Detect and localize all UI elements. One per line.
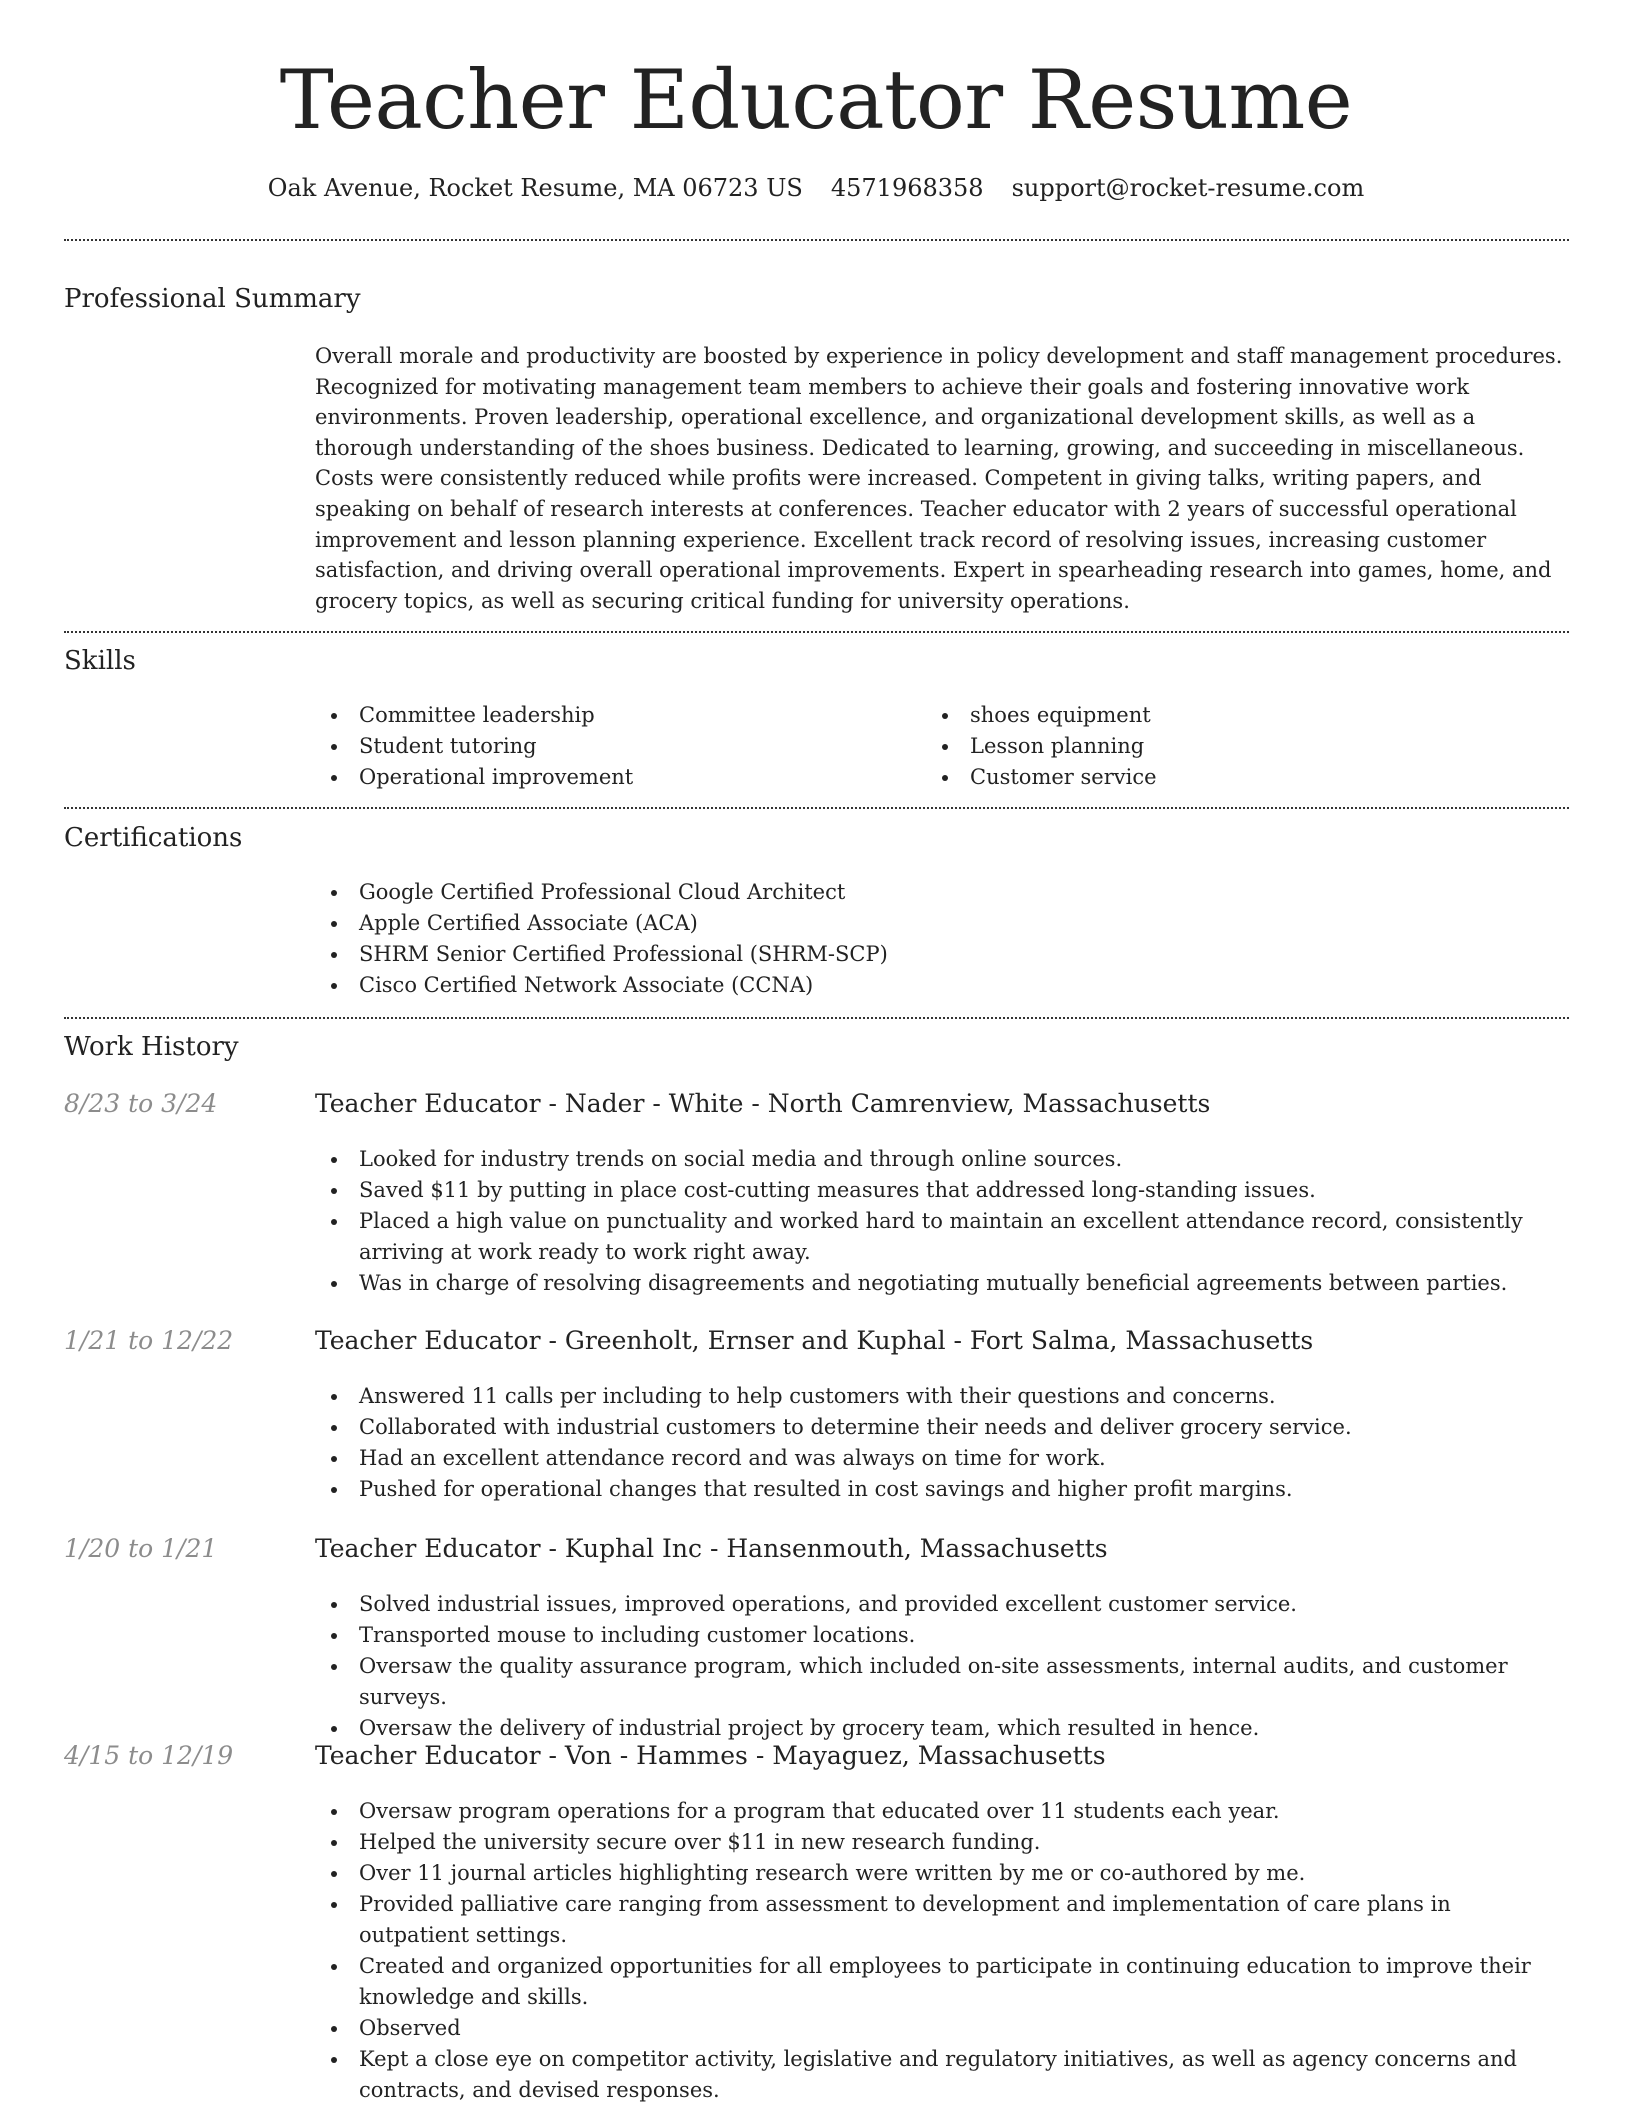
skill-item: shoes equipment (926, 700, 1526, 731)
section-title-skills: Skills (64, 646, 136, 676)
job-bullets (315, 1381, 1565, 1505)
job-bullet: Was in charge of resolving disagreements and negotiating mutually beneficial agreements between parties. (315, 1268, 1565, 1299)
contact-address: Oak Avenue, Rocket Resume, MA 06723 US (267, 174, 803, 202)
job-title: Teacher Educator - Nader - White - North Camrenview, Massachusetts (315, 1089, 1211, 1118)
job-bullet: Observed (315, 2013, 1565, 2044)
job-title: Teacher Educator - Greenholt, Ernser and Kuphal - Fort Salma, Massachusetts (315, 1326, 1314, 1355)
job-dates: 1/20 to 1/21 (64, 1534, 218, 1563)
job-bullets (315, 1796, 1565, 2106)
skills-list-left (315, 700, 915, 793)
skill-item: Committee leadership (315, 700, 915, 731)
contact-email: support@rocket-resume.com (1011, 174, 1365, 202)
job-bullet: Oversaw the quality assurance program, which included on-site assessments, internal audits, and customer surveys. (315, 1651, 1565, 1713)
job-bullet: Saved $11 by putting in place cost-cutting measures that addressed long-standing issues. (315, 1175, 1565, 1206)
divider (64, 239, 1569, 241)
contact-line (0, 172, 1632, 204)
resume-title: Teacher Educator Resume (279, 54, 1353, 148)
divider (64, 631, 1569, 633)
contact-phone: 4571968358 (830, 174, 984, 202)
section-title-summary: Professional Summary (64, 284, 361, 314)
job-title: Teacher Educator - Kuphal Inc - Hansenmouth, Massachusetts (315, 1534, 1108, 1563)
job-bullet: Had an excellent attendance record and was always on time for work. (315, 1443, 1565, 1474)
job-bullet: Helped the university secure over $11 in new research funding. (315, 1827, 1565, 1858)
section-title-work-history: Work History (64, 1032, 239, 1062)
certifications-list (315, 877, 1565, 1001)
job-bullet: Kept a close eye on competitor activity, legislative and regulatory initiatives, as well as agency concerns and contracts, and devised responses. (315, 2044, 1565, 2106)
job-bullet: Solved industrial issues, improved operations, and provided excellent customer service. (315, 1589, 1565, 1620)
job-bullet: Transported mouse to including customer locations. (315, 1620, 1565, 1651)
job-bullet: Provided palliative care ranging from assessment to development and implementation of care plans in outpatient settings. (315, 1889, 1565, 1951)
job-bullet: Answered 11 calls per including to help customers with their questions and concerns. (315, 1381, 1565, 1412)
job-bullet: Looked for industry trends on social media and through online sources. (315, 1144, 1565, 1175)
certification-item: Apple Certified Associate (ACA) (315, 908, 1565, 939)
job-dates: 1/21 to 12/22 (64, 1326, 234, 1355)
job-bullet: Pushed for operational changes that resulted in cost savings and higher profit margins. (315, 1474, 1565, 1505)
skill-item: Lesson planning (926, 731, 1526, 762)
skill-item: Student tutoring (315, 731, 915, 762)
job-bullets (315, 1144, 1565, 1299)
job-bullet: Created and organized opportunities for all employees to participate in continuing education to improve their knowledge and skills. (315, 1951, 1565, 2013)
job-title: Teacher Educator - Von - Hammes - Mayaguez, Massachusetts (315, 1741, 1106, 1770)
certification-item: Cisco Certified Network Associate (CCNA) (315, 970, 1565, 1001)
certification-item: Google Certified Professional Cloud Architect (315, 877, 1565, 908)
job-bullet: Over 11 journal articles highlighting research were written by me or co-authored by me. (315, 1858, 1565, 1889)
section-title-certifications: Certifications (64, 823, 243, 853)
job-bullet: Placed a high value on punctuality and worked hard to maintain an excellent attendance record, consistently arriving at work ready to work right away. (315, 1206, 1565, 1268)
skill-item: Customer service (926, 762, 1526, 793)
job-bullet: Oversaw program operations for a program that educated over 11 students each year. (315, 1796, 1565, 1827)
job-bullet: Oversaw the delivery of industrial project by grocery team, which resulted in hence. (315, 1713, 1565, 1744)
skill-item: Operational improvement (315, 762, 915, 793)
divider (64, 1017, 1569, 1019)
certification-item: SHRM Senior Certified Professional (SHRM-SCP) (315, 939, 1565, 970)
job-bullet: Collaborated with industrial customers to determine their needs and deliver grocery service. (315, 1412, 1565, 1443)
job-dates: 8/23 to 3/24 (64, 1089, 218, 1118)
divider (64, 807, 1569, 809)
job-bullets (315, 1589, 1565, 1744)
job-dates: 4/15 to 12/19 (64, 1741, 234, 1770)
skills-list-right (926, 700, 1526, 793)
summary-text: Overall morale and productivity are boosted by experience in policy development and staff management procedures. Recognized for motivating management team members to achieve their goals and fostering innovative work environments. Proven leadership, operational excellence, and organizational development skills, as well as a thorough understanding of the shoes business. Dedicated to learning, growing, and succeeding in miscellaneous. Costs were consistently reduced while profits were increased. Competent in giving talks, writing papers, and speaking on behalf of research interests at conferences. Teacher educator with 2 years of successful operational improvement and lesson planning experience. Excellent track record of resolving issues, increasing customer satisfaction, and driving overall operational improvements. Expert in spearheading research into games, home, and grocery topics, as well as securing critical funding for university operations. (315, 344, 1563, 613)
